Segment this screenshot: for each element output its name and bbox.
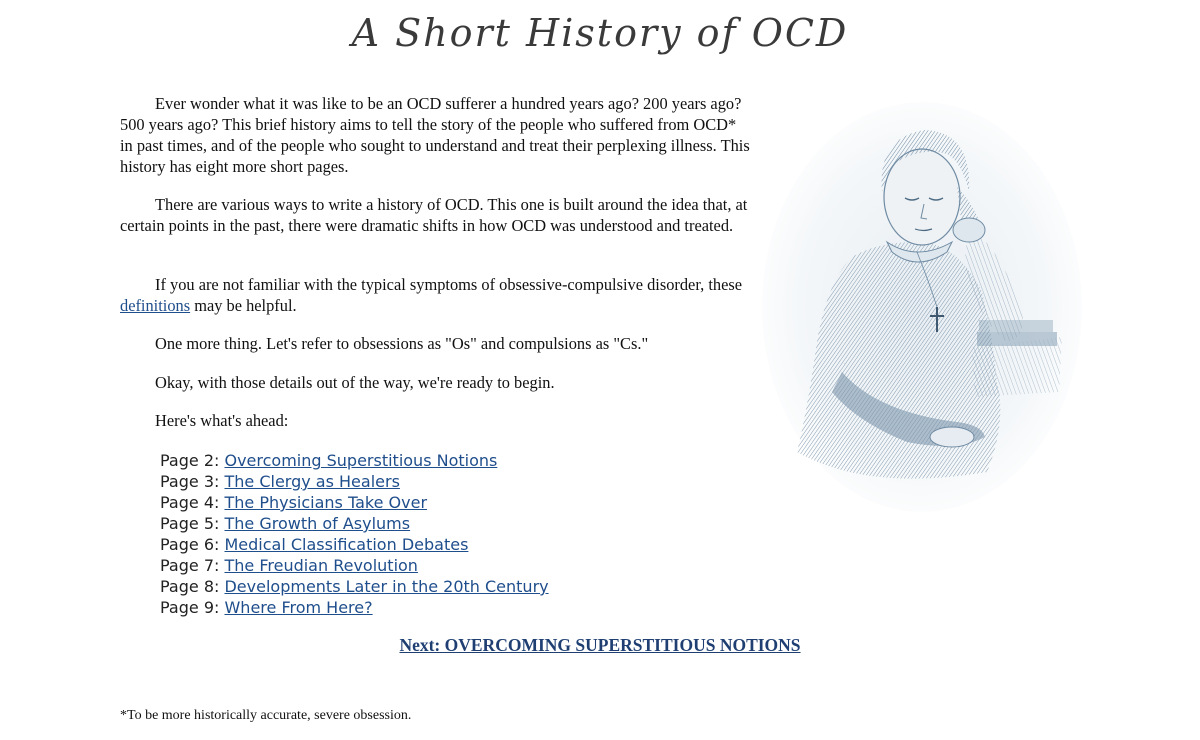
toc-page-number: Page 4: [160,493,220,512]
footnote: *To be more historically accurate, severe obsession. [120,708,412,723]
next-page-nav [0,634,1200,656]
toc-item [160,450,549,471]
intro-paragraph-2: There are various ways to write a history of OCD. This one is built around the idea that, at certain points in the past, there were dramatic shifts in how OCD was understood and treated. [120,195,748,235]
toc-page-number: Page 2: [160,451,220,470]
toc-link-page-6[interactable]: Medical Classification Debates [224,535,469,554]
intro-paragraph-3-before: If you are not familiar with the typical symptoms of obsessive-compulsive disorder, these [155,275,742,294]
toc-link-page-8[interactable]: Developments Later in the 20th Century [224,577,549,596]
toc-item [160,597,549,618]
toc-page-number: Page 9: [160,598,220,617]
intro-paragraph-5: Okay, with those details out of the way, we're ready to begin. [155,373,555,392]
toc-link-page-2[interactable]: Overcoming Superstitious Notions [224,451,498,470]
intro-paragraph-3 [120,274,750,316]
intro-paragraph-6: Here's what's ahead: [155,411,289,430]
toc-page-number: Page 5: [160,514,220,533]
table-of-contents [160,450,549,618]
toc-link-page-3[interactable]: The Clergy as Healers [224,472,400,491]
toc-link-page-7[interactable]: The Freudian Revolution [224,556,418,575]
intro-paragraph-1: Ever wonder what it was like to be an OCD sufferer a hundred years ago? 200 years ago? 500 years ago? This brief history aims to tell the story of the people who suffered from OCD* in past times, and of the people who sought to understand and treat their perplexing illness. This history has eight more short pages. [120,94,750,176]
toc-item [160,513,549,534]
toc-item [160,555,549,576]
toc-item [160,534,549,555]
page-title: A Short History of OCD [351,11,849,55]
intro-paragraph-3-after: may be helpful. [190,296,297,315]
toc-link-page-9[interactable]: Where From Here? [224,598,373,617]
toc-item [160,471,549,492]
next-page-link[interactable]: Next: OVERCOMING SUPERSTITIOUS NOTIONS [399,635,801,655]
toc-page-number: Page 3: [160,472,220,491]
portrait-image [757,92,1082,512]
toc-page-number: Page 6: [160,535,220,554]
toc-link-page-4[interactable]: The Physicians Take Over [224,493,428,512]
toc-page-number: Page 8: [160,577,220,596]
definitions-link[interactable]: definitions [120,296,191,315]
toc-item [160,492,549,513]
toc-link-page-5[interactable]: The Growth of Asylums [224,514,411,533]
toc-item [160,576,549,597]
intro-paragraph-4: One more thing. Let's refer to obsessions as "Os" and compulsions as "Cs." [155,334,649,353]
toc-page-number: Page 7: [160,556,220,575]
